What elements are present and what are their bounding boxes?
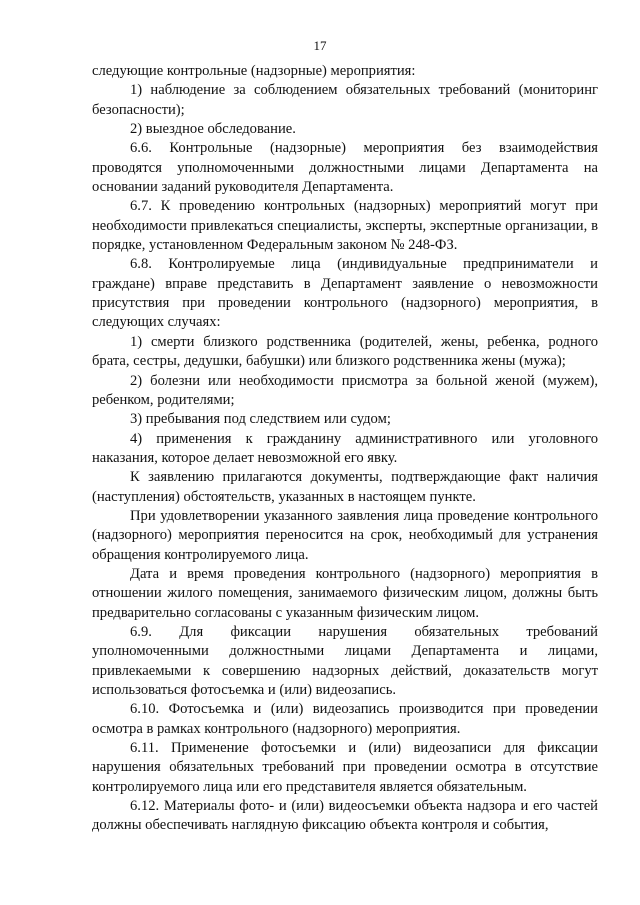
paragraph: 6.8. Контролируемые лица (индивидуальные предприниматели и граждане) вправе представить в Департамент заявление о невозможности присутствия при проведении контрольного (надзорного) мероприятия, в следующих случаях: <box>92 256 598 331</box>
paragraph: следующие контрольные (надзорные) мероприятия: <box>92 63 416 79</box>
paragraph: Дата и время проведения контрольного (надзорного) мероприятия в отношении жилого помещения, занимаемого физическим лицом, должны быть предварительно согласованы с указанным физическим лицом. <box>92 565 598 621</box>
paragraph: 4) применения к гражданину административного или уголовного наказания, которое делает невозможной его явку. <box>92 430 598 466</box>
paragraph: 3) пребывания под следствием или судом; <box>130 411 391 428</box>
paragraph: К заявлению прилагаются документы, подтверждающие факт наличия (наступления) обстоятельств, указанных в настоящем пункте. <box>92 469 598 505</box>
paragraph: 6.9. Для фиксации нарушения обязательных требований уполномоченными должностными лицами Департамента и лицами, привлекаемыми к совершению надзорных действий, доказательств могут использоваться фотосъемка и (или) видеозапись. <box>92 623 598 698</box>
paragraph: 6.6. Контрольные (надзорные) мероприятия без взаимодействия проводятся уполномоченными должностными лицами Департамента на основании заданий руководителя Департамента. <box>92 140 598 196</box>
paragraph: 1) смерти близкого родственника (родителей, жены, ребенка, родного брата, сестры, дедушки, бабушки) или близкого родственника жены (мужа); <box>92 333 598 370</box>
paragraph: 2) выездное обследование. <box>130 121 296 138</box>
paragraph: 2) болезни или необходимости присмотра за больной женой (мужем), ребенком, родителями; <box>92 372 598 408</box>
paragraph: 6.11. Применение фотосъемки и (или) видеозаписи для фиксации нарушения обязательных требований при проведении осмотра в отсутствие контролируемого лица или его представителя является обязательным. <box>92 740 598 795</box>
paragraph: 6.10. Фотосъемка и (или) видеозапись производится при проведении осмотра в рамках контрольного (надзорного) мероприятия. <box>92 701 598 737</box>
document-body <box>92 62 598 836</box>
paragraph: 6.7. К проведению контрольных (надзорных) мероприятий могут при необходимости привлекаться специалисты, эксперты, экспертные организации, в порядке, установленном Федеральным законом № 248-ФЗ. <box>92 198 598 254</box>
paragraph: 6.12. Материалы фото- и (или) видеосъемки объекта надзора и его частей должны обеспечивать наглядную фиксацию объекта контроля и события, <box>92 798 598 834</box>
page-number: 17 <box>313 38 327 53</box>
paragraph: 1) наблюдение за соблюдением обязательных требований (мониторинг безопасности); <box>92 82 598 118</box>
paragraph: При удовлетворении указанного заявления лица проведение контрольного (надзорного) мероприятия переносится на срок, необходимый для устранения обращения контролируемого лица. <box>92 507 598 563</box>
